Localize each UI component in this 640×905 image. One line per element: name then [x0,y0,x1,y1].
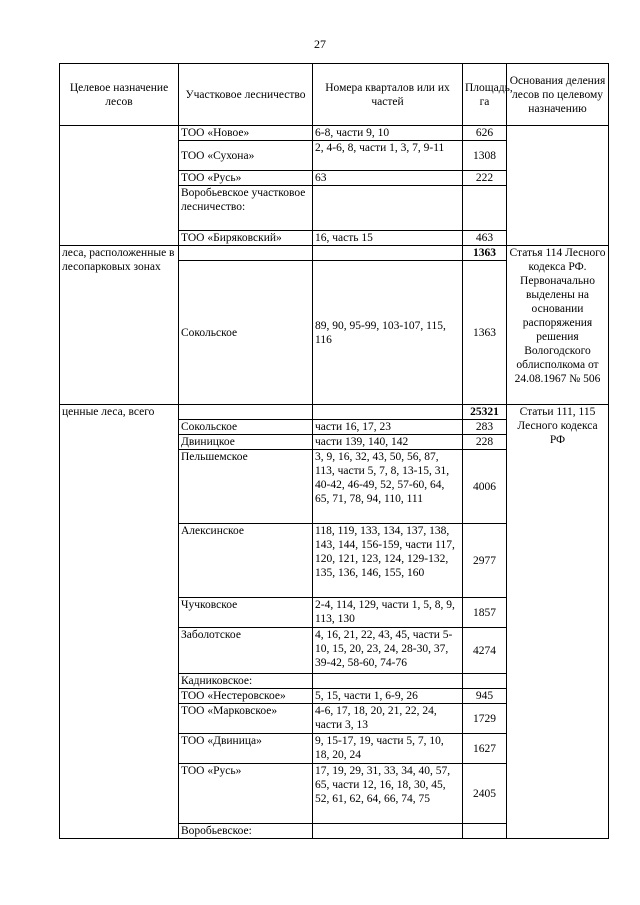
quarters-cell: 2-4, 114, 129, части 1, 5, 8, 9, 113, 130 [313,598,463,628]
quarters-cell: 17, 19, 29, 31, 33, 34, 40, 57, 65, части 12, 16, 18, 30, 45, 52, 61, 62, 64, 66, 74, 75 [313,764,463,824]
forestry-cell: Сокольское [179,420,313,435]
quarters-cell: 5, 15, части 1, 6-9, 26 [313,689,463,704]
area-cell: 1857 [463,598,507,628]
table-header-row [60,64,609,126]
area-cell: 1363 [463,261,507,405]
header-basis: Основания деления лесов по целевому назначению [507,64,609,126]
forestry-cell: ТОО «Русь» [179,764,313,824]
forest-purpose-table [59,63,609,839]
park-total-area: 1363 [463,246,507,261]
forestry-cell-empty [179,405,313,420]
valuable-total-area: 25321 [463,405,507,420]
forestry-cell: Пельшемское [179,450,313,524]
basis-cell-empty [507,126,609,246]
quarters-cell: 4-6, 17, 18, 20, 21, 22, 24, части 3, 13 [313,704,463,734]
area-cell: 4006 [463,450,507,524]
quarters-cell: 6-8, части 9, 10 [313,126,463,141]
forestry-cell: Сокольское [179,261,313,405]
forestry-cell: Алексинское [179,524,313,598]
forestry-cell: ТОО «Биряковский» [179,231,313,246]
forestry-cell: Воробьевское: [179,824,313,839]
quarters-cell: 2, 4-6, 8, части 1, 3, 7, 9-11 [313,141,463,171]
basis-valuable: Статьи 111, 115 Лесного кодекса РФ [507,405,609,839]
forestry-cell: Кадниковское: [179,674,313,689]
forestry-cell-empty [179,246,313,261]
quarters-cell: 118, 119, 133, 134, 137, 138, 143, 144, 156-159, части 117, 120, 121, 123, 124, 129-132, 135, 136, 146, 155, 160 [313,524,463,598]
area-cell: 2977 [463,524,507,598]
quarters-cell-empty [313,405,463,420]
quarters-cell: 4, 16, 21, 22, 43, 45, части 5-10, 15, 20, 23, 24, 28-30, 37, 39-42, 58-60, 74-76 [313,628,463,674]
forestry-cell: ТОО «Двиница» [179,734,313,764]
area-cell: 222 [463,171,507,186]
area-cell: 1729 [463,704,507,734]
area-cell: 1308 [463,141,507,171]
header-area: Площадь, га [463,64,507,126]
quarters-cell: 63 [313,171,463,186]
header-purpose: Целевое назначение лесов [60,64,179,126]
quarters-cell: 16, часть 15 [313,231,463,246]
quarters-cell-empty [313,246,463,261]
area-cell: 283 [463,420,507,435]
area-cell [463,674,507,689]
quarters-cell: части 16, 17, 23 [313,420,463,435]
area-cell: 2405 [463,764,507,824]
table-row [60,126,609,141]
table-row-valuable-total [60,405,609,420]
basis-park: Статья 114 Лесного кодекса РФ. Первоначально выделены на основании распоряжения решения Вологодского облисполкома от 24.08.1967 № 506 [507,246,609,405]
purpose-valuable: ценные леса, всего [60,405,179,839]
area-cell: 945 [463,689,507,704]
area-cell: 626 [463,126,507,141]
forestry-cell: Заболотское [179,628,313,674]
purpose-cell-empty [60,126,179,246]
forestry-cell: ТОО «Марковское» [179,704,313,734]
forestry-cell: Двиницкое [179,435,313,450]
header-quarters: Номера кварталов или их частей [313,64,463,126]
area-cell: 463 [463,231,507,246]
table-row-park-total [60,246,609,261]
quarters-cell [313,824,463,839]
purpose-park: леса, расположенные в лесопарковых зонах [60,246,179,405]
forestry-cell: ТОО «Новое» [179,126,313,141]
forestry-cell: Чучковское [179,598,313,628]
area-cell: 1627 [463,734,507,764]
forestry-cell: ТОО «Сухона» [179,141,313,171]
area-cell [463,824,507,839]
forestry-cell: Воробьевское участковое лесничество: [179,186,313,231]
quarters-cell: части 139, 140, 142 [313,435,463,450]
area-cell [463,186,507,231]
quarters-cell [313,674,463,689]
quarters-cell: 9, 15-17, 19, части 5, 7, 10, 18, 20, 24 [313,734,463,764]
forestry-cell: ТОО «Русь» [179,171,313,186]
forestry-cell: ТОО «Нестеровское» [179,689,313,704]
quarters-cell: 3, 9, 16, 32, 43, 50, 56, 87, 113, части 5, 7, 8, 13-15, 31, 40-42, 46-49, 52, 57-60, 64, 65, 71, 78, 94, 110, 111 [313,450,463,524]
area-cell: 228 [463,435,507,450]
quarters-cell: 89, 90, 95-99, 103-107, 115, 116 [313,261,463,405]
header-forestry: Участковое лесничество [179,64,313,126]
area-cell: 4274 [463,628,507,674]
page-number: 27 [314,37,326,51]
quarters-cell [313,186,463,231]
